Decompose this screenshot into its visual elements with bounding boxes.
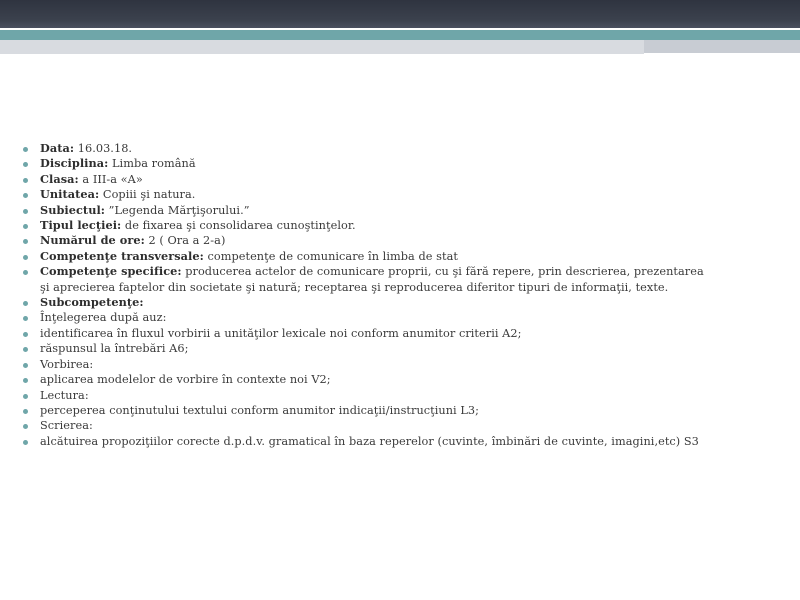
- bullet-icon: [23, 209, 28, 214]
- list-item-vorbirea: Vorbirea:: [22, 357, 712, 372]
- bullet-icon: [23, 440, 28, 445]
- list-item-data: Data: 16.03.18.: [22, 141, 712, 156]
- list-item-raspunsul: răspunsul la întrebări A6;: [22, 341, 712, 356]
- list-item-intelegerea: Înţelegerea după auz:: [22, 310, 712, 325]
- bullet-icon: [23, 162, 28, 167]
- bullet-icon: [23, 239, 28, 244]
- list-item-perceperea: perceperea conţinutului textului conform anumitor indicaţii/instrucţiuni L3;: [22, 403, 712, 418]
- bullet-icon: [23, 394, 28, 399]
- list-item-subcompetente: Subcompetenţe:: [22, 295, 712, 310]
- bullet-icon: [23, 193, 28, 198]
- list-item-numarul-de-ore: Numărul de ore: 2 ( Ora a 2-a): [22, 233, 712, 248]
- bullet-icon: [23, 347, 28, 352]
- list-item-aplicarea: aplicarea modelelor de vorbire în contexte noi V2;: [22, 372, 712, 387]
- bullet-icon: [23, 147, 28, 152]
- lesson-plan-list: [22, 141, 712, 449]
- bullet-icon: [23, 363, 28, 368]
- bullet-icon: [23, 316, 28, 321]
- bullet-icon: [23, 332, 28, 337]
- list-item-identificarea: identificarea în fluxul vorbirii a unităţilor lexicale noi conform anumitor criterii A2;: [22, 326, 712, 341]
- bullet-icon: [23, 378, 28, 383]
- bullet-icon: [23, 301, 28, 306]
- bullet-icon: [23, 270, 28, 275]
- list-item-competente-specifice: Competenţe specifice: producerea actelor de comunicare proprii, cu şi fără repere, prin descrierea, prezentarea şi aprecierea faptelor din societate şi natură; receptarea şi reproducerea diferitor tipuri de informaţii, texte.: [22, 264, 712, 295]
- bullet-icon: [23, 424, 28, 429]
- list-item-lectura: Lectura:: [22, 388, 712, 403]
- bullet-icon: [23, 224, 28, 229]
- bullet-icon: [23, 178, 28, 183]
- bullet-icon: [23, 409, 28, 414]
- header-band-teal: [0, 30, 800, 40]
- list-item-clasa: Clasa: a III-a «A»: [22, 172, 712, 187]
- list-item-scrierea: Scrierea:: [22, 418, 712, 433]
- bullet-icon: [23, 255, 28, 260]
- list-item-subiectul: Subiectul: ”Legenda Mărţişorului.”: [22, 203, 712, 218]
- list-item-disciplina: Disciplina: Limba română: [22, 156, 712, 171]
- header-band-dark: [0, 0, 800, 28]
- list-item-competente-transversale: Competenţe transversale: competenţe de comunicare în limba de stat: [22, 249, 712, 264]
- list-item-unitatea: Unitatea: Copiii şi natura.: [22, 187, 712, 202]
- list-item-alcatuirea: alcătuirea propoziţiilor corecte d.p.d.v. gramatical în baza reperelor (cuvinte, îmbinări de cuvinte, imagini,etc) S3: [22, 434, 712, 449]
- list-item-tipul-lectiei: Tipul lecţiei: de fixarea şi consolidarea cunoştinţelor.: [22, 218, 712, 233]
- header-band-grey-tab: [0, 40, 644, 54]
